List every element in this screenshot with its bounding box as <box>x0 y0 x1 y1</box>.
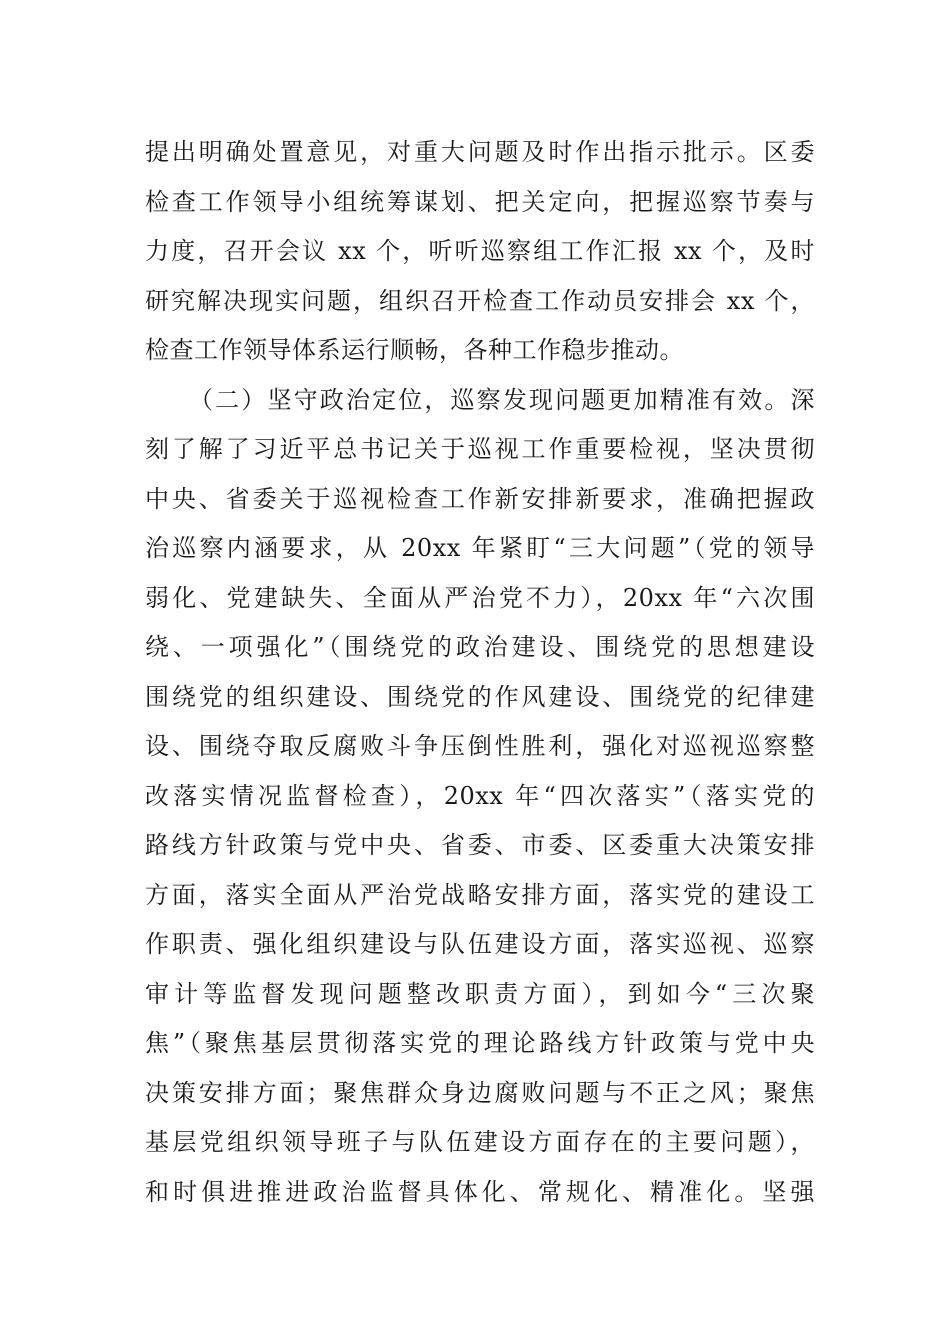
text-line: 中央、省委关于巡视检查工作新安排新要求，准确把握政 <box>145 484 815 513</box>
text-line: 研究解决现实问题，组织召开检查工作动员安排会 xx 个， <box>145 286 815 315</box>
text-line: 刻了解了习近平总书记关于巡视工作重要检视，坚决贯彻 <box>145 435 815 463</box>
text-line: 方面，落实全面从严治党战略安排方面，落实党的建设工 <box>145 880 815 909</box>
text-line: 设、围绕夺取反腐败斗争压倒性胜利，强化对巡视巡察整 <box>145 732 815 760</box>
body-text <box>145 128 815 1217</box>
text-line: 围绕党的组织建设、围绕党的作风建设、围绕党的纪律建 <box>145 682 815 711</box>
text-line: 审计等监督发现问题整改职责方面），到如今“三次聚 <box>145 979 815 1008</box>
text-line: 检查工作领导小组统筹谋划、把关定向，把握巡察节奏与 <box>145 187 815 216</box>
text-line: 力度，召开会议 xx 个，听听巡察组工作汇报 xx 个，及时 <box>145 237 815 265</box>
text-line: 决策安排方面；聚焦群众身边腐败问题与不正之风；聚焦 <box>145 1078 815 1107</box>
text-line: 改落实情况监督检查），20xx 年“四次落实”（落实党的 <box>145 781 815 810</box>
text-line: 检查工作领导体系运行顺畅，各种工作稳步推动。 <box>145 336 684 364</box>
text-line: 提出明确处置意见，对重大问题及时作出指示批示。区委 <box>145 138 815 166</box>
text-line: 绕、一项强化”（围绕党的政治建设、围绕党的思想建设 <box>145 633 815 661</box>
paragraph-first-line: （二）坚守政治定位，巡察发现问题更加精准有效。深 <box>189 385 815 414</box>
text-line: 作职责、强化组织建设与队伍建设方面，落实巡视、巡察 <box>145 930 815 958</box>
text-line: 路线方针政策与党中央、省委、市委、区委重大决策安排 <box>145 831 815 859</box>
text-line: 焦”（聚焦基层贯彻落实党的理论路线方针政策与党中央 <box>145 1029 815 1057</box>
text-line: 治巡察内涵要求，从 20xx 年紧盯“三大问题”（党的领导 <box>145 534 815 562</box>
text-line: 弱化、党建缺失、全面从严治党不力），20xx 年“六次围 <box>145 583 815 612</box>
text-line: 和时俱进推进政治监督具体化、常规化、精准化。坚强 <box>145 1177 815 1206</box>
text-line: 基层党组织领导班子与队伍建设方面存在的主要问题）， <box>145 1128 815 1156</box>
